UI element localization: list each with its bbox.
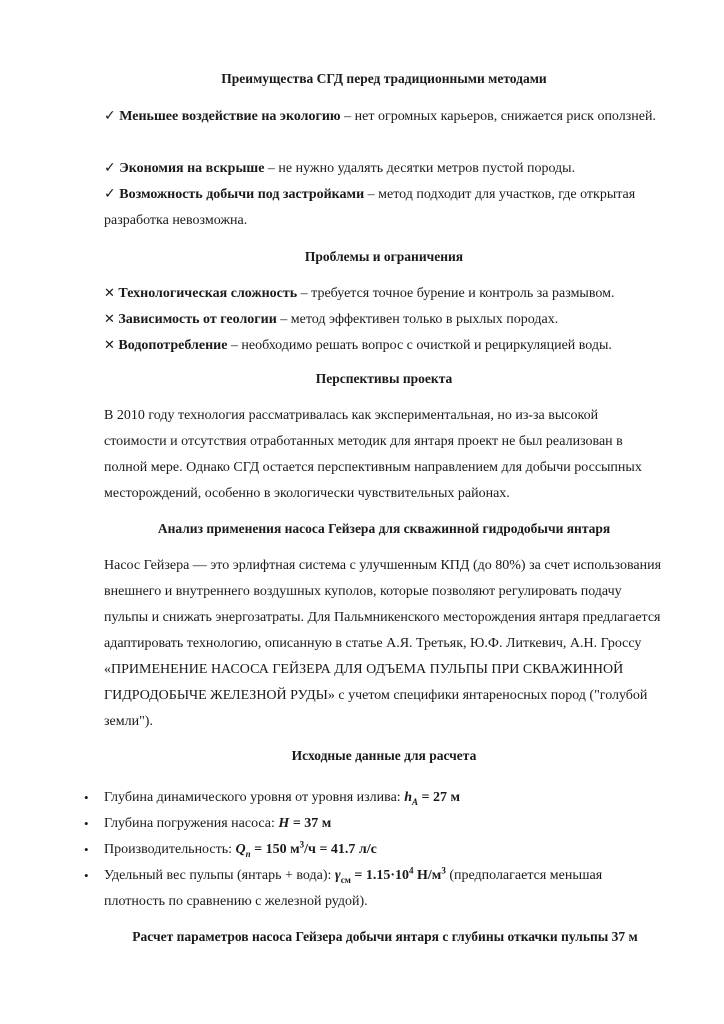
bullet-marker: • bbox=[84, 842, 89, 857]
check-icon: ✓ bbox=[104, 160, 116, 176]
advantage-item-3: ✓ Возможность добычи под застройками – метод подходит для участков, где открытая разработка невозможна. bbox=[104, 186, 636, 228]
input-item-pump-depth: Глубина погружения насоса: H = 37 м bbox=[104, 816, 332, 831]
advantage-item-1: ✓ Меньшее воздействие на экологию – нет огромных карьеров, снижается риск оползней. bbox=[104, 108, 656, 124]
problems-heading: Проблемы и ограничения bbox=[304, 249, 464, 264]
prospects-paragraph: В 2010 году технология рассматривалась как экспериментальная, но из-за высокой стоимости и отсутствия отработанных методик для янтаря проект не был реализован в полной мере. Однако СГД остается перспективным направлением для добычи россыпных месторождений, особенно в экологически чувствительных районах. bbox=[104, 408, 642, 501]
problem-item-2: ✕ Зависимость от геологии – метод эффективен только в рыхлых породах. bbox=[104, 312, 559, 327]
input-item-specific-weight: Удельный вес пульпы (янтарь + вода): $\gamma_{см} = 1.15\cdot 10^4$ $Н/м^3$ (предполагается меньшая плотность по сравнению с железной рудой). bbox=[104, 865, 603, 909]
problem-item-3: ✕ Водопотребление – необходимо решать вопрос с очисткой и рециркуляцией воды. bbox=[104, 338, 612, 353]
advantages-heading: Преимущества СГД перед традиционными методами bbox=[221, 71, 547, 86]
cross-icon: ✕ bbox=[104, 312, 115, 327]
check-icon: ✓ bbox=[104, 108, 116, 124]
cross-icon: ✕ bbox=[104, 338, 115, 353]
problem-item-1: ✕ Технологическая сложность – требуется точное бурение и контроль за размывом. bbox=[104, 286, 615, 301]
bullet-marker: • bbox=[84, 816, 89, 831]
check-icon: ✓ bbox=[104, 186, 116, 202]
analysis-paragraph: Насос Гейзера — это эрлифтная система с улучшенным КПД (до 80%) за счет использования внешнего и внутреннего воздушных куполов, которые позволяют регулировать подачу пульпы и снижать энергозатраты. Для Пальмникенского месторождения янтаря предлагается адаптировать технологию, описанную в статье А.Я. Третьяк, Ю.Ф. Литкевич, А.Н. Гроссу «ПРИМЕНЕНИЕ НАСОСА ГЕЙЗЕРА ДЛЯ ОДЪЕМА ПУЛЬПЫ ПРИ СКВАЖИННОЙ ГИДРОДОБЫЧЕ ЖЕЛЕЗНОЙ РУДЫ» с учетом специфики янтареносных пород ("голубой земли"). bbox=[104, 558, 662, 729]
input-data-heading: Исходные данные для расчета bbox=[291, 748, 477, 763]
bullet-marker: • bbox=[84, 868, 89, 883]
input-item-depth-level: Глубина динамического уровня от уровня излива: $h_A = 27$ м bbox=[104, 790, 461, 807]
cross-icon: ✕ bbox=[104, 286, 115, 301]
bullet-marker: • bbox=[84, 790, 89, 805]
analysis-heading: Анализ применения насоса Гейзера для скважинной гидродобычи янтаря bbox=[157, 521, 611, 536]
calculation-heading: Расчет параметров насоса Гейзера добычи янтаря с глубины откачки пульпы 37 м bbox=[132, 929, 638, 944]
input-item-capacity: Производительность: $Q_п = 150$ $м^3/ч = 41.7$ л/с bbox=[104, 839, 377, 859]
prospects-heading: Перспективы проекта bbox=[315, 371, 453, 386]
advantage-item-2: ✓ Экономия на вскрыше – не нужно удалять десятки метров пустой породы. bbox=[104, 160, 576, 176]
